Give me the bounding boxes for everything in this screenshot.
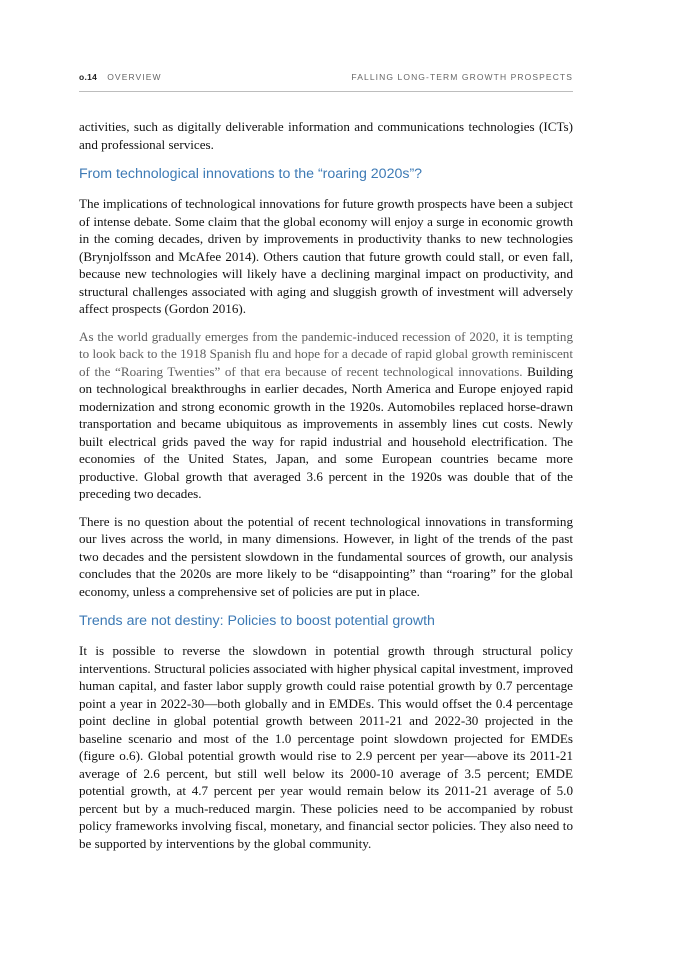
section-heading: From technological innovations to the “roaring 2020s”? xyxy=(79,166,423,182)
section-label: OVERVIEW xyxy=(107,72,162,82)
body-text xyxy=(79,118,573,862)
header-rule xyxy=(79,91,573,92)
paragraph: It is possible to reverse the slowdown in potential growth through structural policy interventions. Structural policies associated with higher physical capital investment, improved human capital, and faster labor supply growth could raise potential growth by 0.7 percentage point a year in 2022-30—both globally and in EMDEs. This would offset the 0.4 percentage point decline in global potential growth between 2011-21 and 2022-30 projected in the baseline scenario and most of the 1.0 percentage point slowdown projected for EMDEs (figure o.6). Global potential growth would rise to 2.9 percent per year—above its 2011-21 average of 2.6 percent, but still well below its 2000-10 average of 3.5 percent; EMDE potential growth, at 4.7 percent per year would remain below its 2011-21 average of 5.0 percent but by a much-reduced margin. These policies need to be accompanied by robust policy frameworks involving fiscal, monetary, and financial sector policies. They also need to be supported by interventions by the global community. xyxy=(79,643,573,851)
page-number: o.14 xyxy=(79,72,98,82)
chapter-title: FALLING LONG-TERM GROWTH PROSPECTS xyxy=(351,72,573,82)
running-header xyxy=(79,72,573,88)
paragraph: The implications of technological innovations for future growth prospects have been a subject of intense debate. Some claim that the global economy will enjoy a surge in economic growth in the coming decades, driven by improvements in productivity thanks to new technologies (Brynjolfsson and McAfee 2014). Others caution that future growth could stall, or even fall, because new technologies will likely have a declining marginal impact on productivity, and structural challenges associated with aging and sluggish growth of investment will adversely affect prospects (Gordon 2016). xyxy=(79,196,573,316)
paragraph: There is no question about the potential of recent technological innovations in transforming our lives across the world, in many dimensions. However, in light of the trends of the past two decades and the persistent slowdown in the fundamental sources of growth, our analysis concludes that the 2020s are more likely to be “disappointing” than “roaring” for the global economy, unless a comprehensive set of policies are put in place. xyxy=(79,513,573,599)
section-heading: Trends are not destiny: Policies to boost potential growth xyxy=(79,613,435,629)
highlighted-lead-sentence: As the world gradually emerges from the pandemic-induced recession of 2020, it is tempting to look back to the 1918 Spanish flu and hope for a decade of rapid global growth reminiscent of the “Roaring Twenties” of that era because of recent technological innovations. xyxy=(79,328,573,379)
paragraph-continuation: Building on technological breakthroughs in earlier decades, North America and Europe enjoyed rapid modernization and strong economic growth in the 1920s. Automobiles replaced horse-drawn transportation and became ubiquitous as improvements in assembly lines cut costs. Newly built electrical grids paved the way for rapid industrial and household electrification. The economies of the United States, Japan, and some European countries became more productive. Global growth that averaged 3.6 percent in the 1920s was double that of the preceding two decades. xyxy=(79,363,573,501)
paragraph: activities, such as digitally deliverable information and communications technologies (ICTs) and professional services. xyxy=(79,119,573,152)
paragraph xyxy=(79,328,573,503)
